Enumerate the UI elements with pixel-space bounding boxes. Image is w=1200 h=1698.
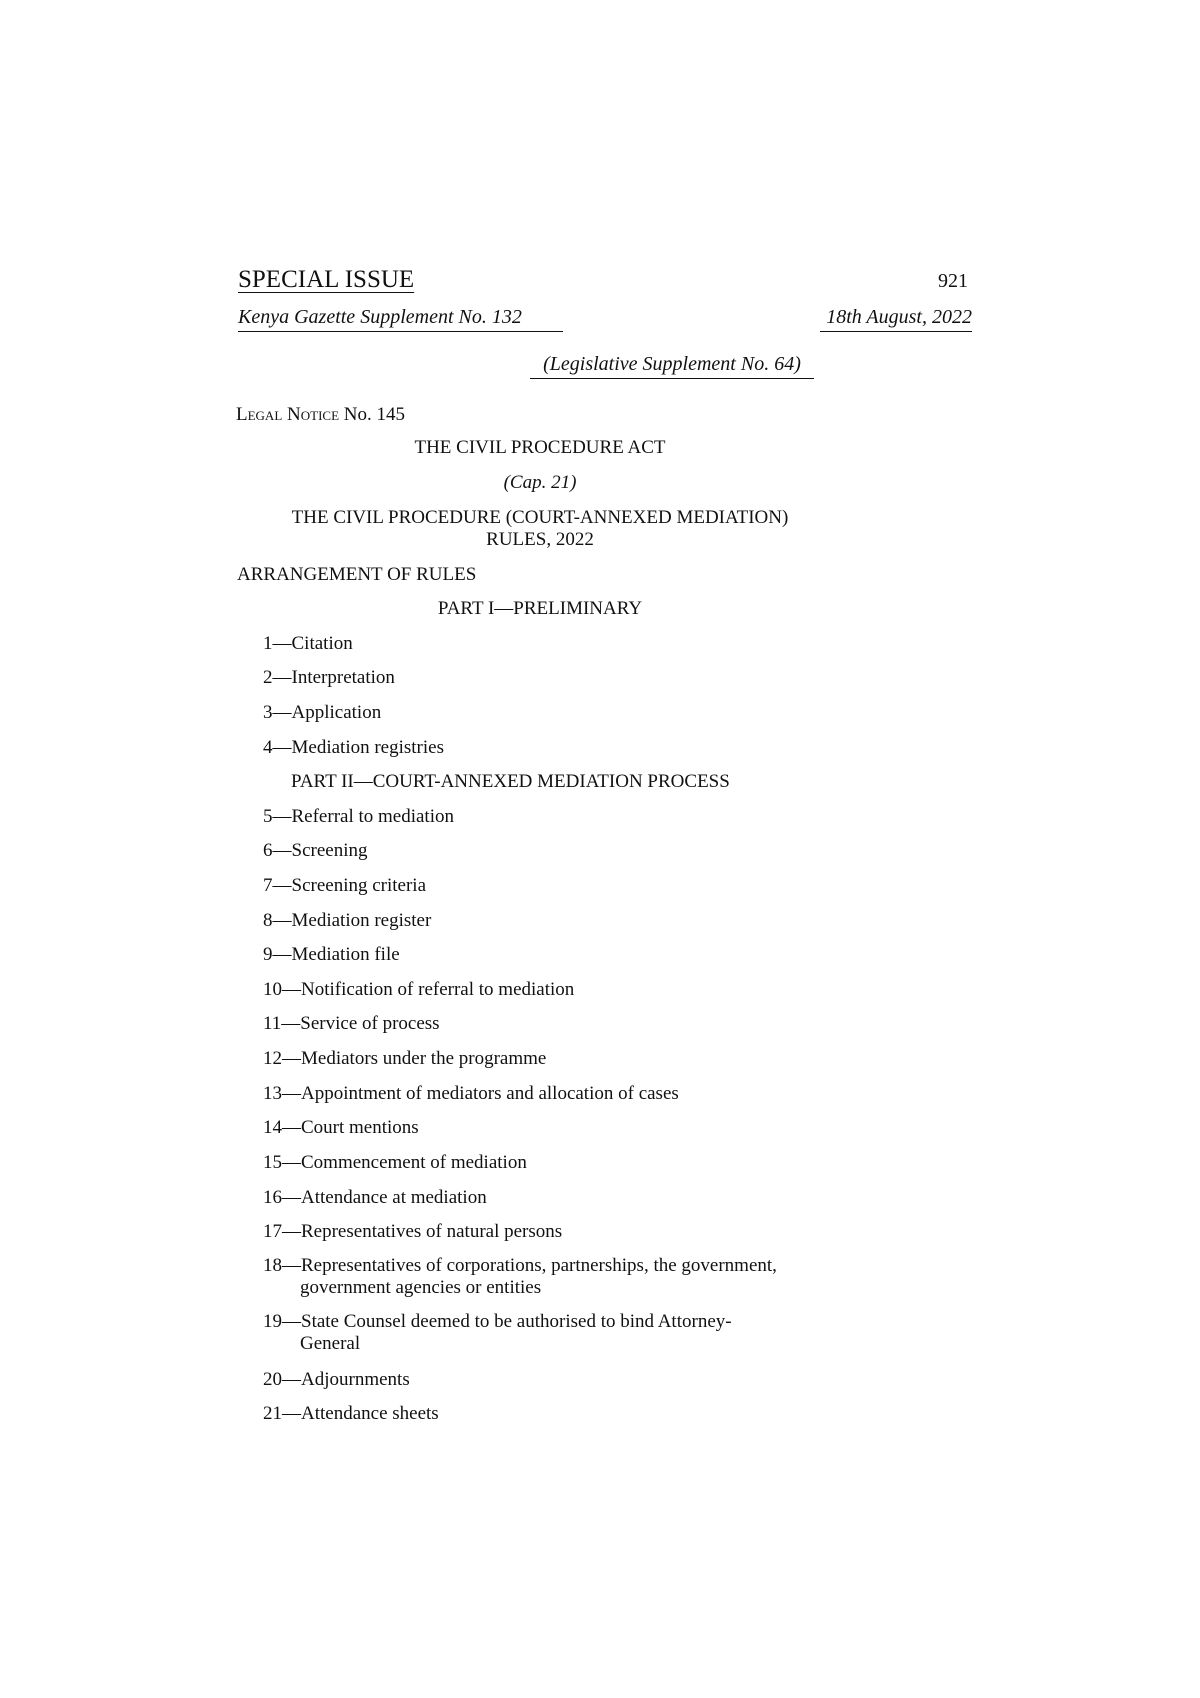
rule-6: 6—Screening	[263, 840, 368, 861]
rule-18-line1: 18—Representatives of corporations, partnerships, the government,	[263, 1255, 777, 1276]
rule-16: 16—Attendance at mediation	[263, 1187, 487, 1208]
part1-heading: PART I—PRELIMINARY	[437, 598, 643, 619]
rule-2: 2—Interpretation	[263, 667, 395, 688]
rule-13: 13—Appointment of mediators and allocation of cases	[263, 1083, 679, 1104]
rule-12: 12—Mediators under the programme	[263, 1048, 547, 1069]
rule-3: 3—Application	[263, 702, 382, 723]
rule-15: 15—Commencement of mediation	[263, 1152, 527, 1173]
legal-notice-no: No. 145	[343, 404, 405, 425]
gazette-date: 18th August, 2022	[820, 306, 972, 332]
rules-title-line2: RULES, 2022	[486, 529, 594, 550]
rule-5: 5—Referral to mediation	[263, 806, 454, 827]
part2-heading: PART II—COURT-ANNEXED MEDIATION PROCESS	[291, 771, 730, 792]
rule-19-line2: General	[300, 1333, 361, 1354]
rule-9: 9—Mediation file	[263, 944, 400, 965]
cap-reference: (Cap. 21)	[503, 472, 577, 493]
rule-21: 21—Attendance sheets	[263, 1403, 439, 1424]
act-title: THE CIVIL PROCEDURE ACT	[414, 437, 666, 458]
rule-17: 17—Representatives of natural persons	[263, 1221, 563, 1242]
arrangement-heading: ARRANGEMENT OF RULES	[237, 564, 477, 585]
gazette-supplement-line: Kenya Gazette Supplement No. 132	[238, 306, 563, 332]
rule-14: 14—Court mentions	[263, 1117, 419, 1138]
rule-20: 20—Adjournments	[263, 1369, 410, 1390]
legal-notice-prefix: Legal Notice	[236, 404, 340, 425]
rule-7: 7—Screening criteria	[263, 875, 427, 896]
rule-1: 1—Citation	[263, 633, 353, 654]
rules-title	[240, 507, 840, 551]
rule-19-line1: 19—State Counsel deemed to be authorised to bind Attorney-	[263, 1311, 732, 1332]
rule-18	[263, 1255, 777, 1299]
rule-4: 4—Mediation registries	[263, 737, 444, 758]
page-number: 921	[938, 270, 968, 292]
rule-8: 8—Mediation register	[263, 910, 432, 931]
rules-title-line1: THE CIVIL PROCEDURE (COURT-ANNEXED MEDIATION)	[291, 507, 789, 528]
legislative-supplement: (Legislative Supplement No. 64)	[530, 353, 814, 379]
rule-11: 11—Service of process	[263, 1013, 440, 1034]
legal-notice-number	[236, 404, 405, 426]
special-issue-heading: SPECIAL ISSUE	[238, 266, 415, 293]
rule-10: 10—Notification of referral to mediation	[263, 979, 575, 1000]
rule-18-line2: government agencies or entities	[300, 1277, 542, 1298]
rule-19	[263, 1311, 732, 1355]
